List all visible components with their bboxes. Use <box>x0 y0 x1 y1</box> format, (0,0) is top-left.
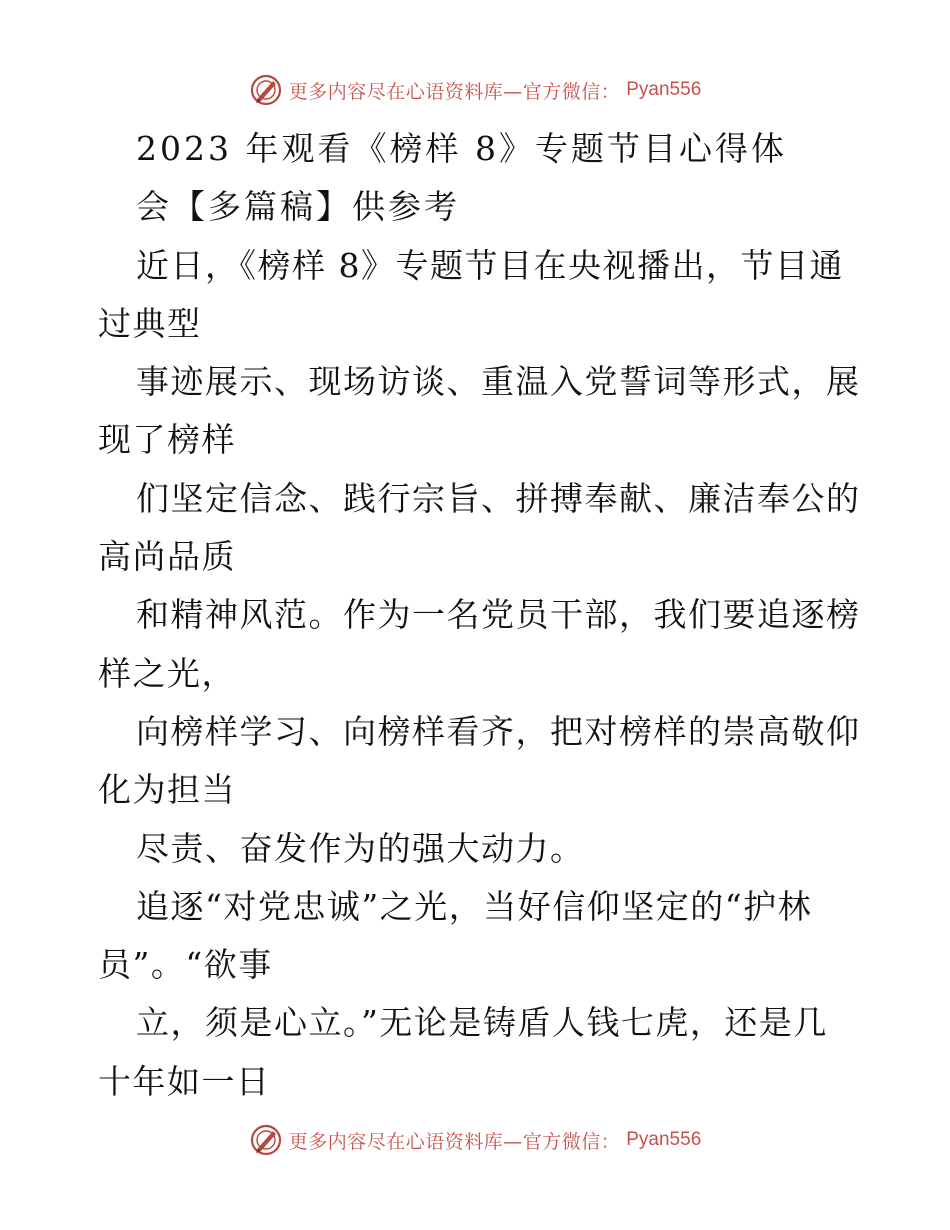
watermark-header <box>0 72 950 108</box>
paragraph-line: 事迹展示、现场访谈、重温入党誓词等形式，展 <box>136 362 861 402</box>
paragraph-line: 近日，《榜样 8》专题节目在央视播出，节目通 <box>136 245 844 285</box>
paragraph-line: 化为担当 <box>98 770 236 810</box>
paragraph-line: 现了榜样 <box>98 420 236 460</box>
watermark-wechat-id: Pyan556 <box>626 79 702 100</box>
watermark-text: 更多内容尽在心语资料库—官方微信： <box>288 80 621 103</box>
paragraph-line: 们坚定信念、践行宗旨、拼搏奉献、廉洁奉公的 <box>136 478 861 518</box>
watermark-wechat-id: Pyan556 <box>626 1129 702 1150</box>
doc-title-line-1: 2023 年观看《榜样 8》专题节目心得体 <box>136 129 787 168</box>
paragraph-line: 立，须是心立。”无论是铸盾人钱七虎，还是几 <box>136 1003 828 1043</box>
pen-logo-icon <box>249 73 283 107</box>
paragraph-line: 和精神风范。作为一名党员干部，我们要追逐榜 <box>136 595 861 635</box>
paragraph-line: 过典型 <box>98 303 202 343</box>
watermark-footer <box>0 1122 950 1158</box>
pen-logo-icon <box>249 1123 283 1157</box>
paragraph-line: 员”。“欲事 <box>98 945 273 985</box>
doc-title-line-2: 会【多篇稿】供参考 <box>136 187 460 227</box>
paragraph-line: 追逐“对党忠诚”之光，当好信仰坚定的“护林 <box>136 886 813 926</box>
paragraph-line: 十年如一日 <box>98 1061 271 1101</box>
paragraph-line: 高尚品质 <box>98 537 236 577</box>
paragraph-line: 样之光， <box>98 653 236 693</box>
document-body <box>98 120 861 1111</box>
paragraph-line: 尽责、奋发作为的强大动力。 <box>136 828 585 868</box>
paragraph-line: 向榜样学习、向榜样看齐，把对榜样的崇高敬仰 <box>136 711 861 751</box>
watermark-text: 更多内容尽在心语资料库—官方微信： <box>288 1130 621 1153</box>
